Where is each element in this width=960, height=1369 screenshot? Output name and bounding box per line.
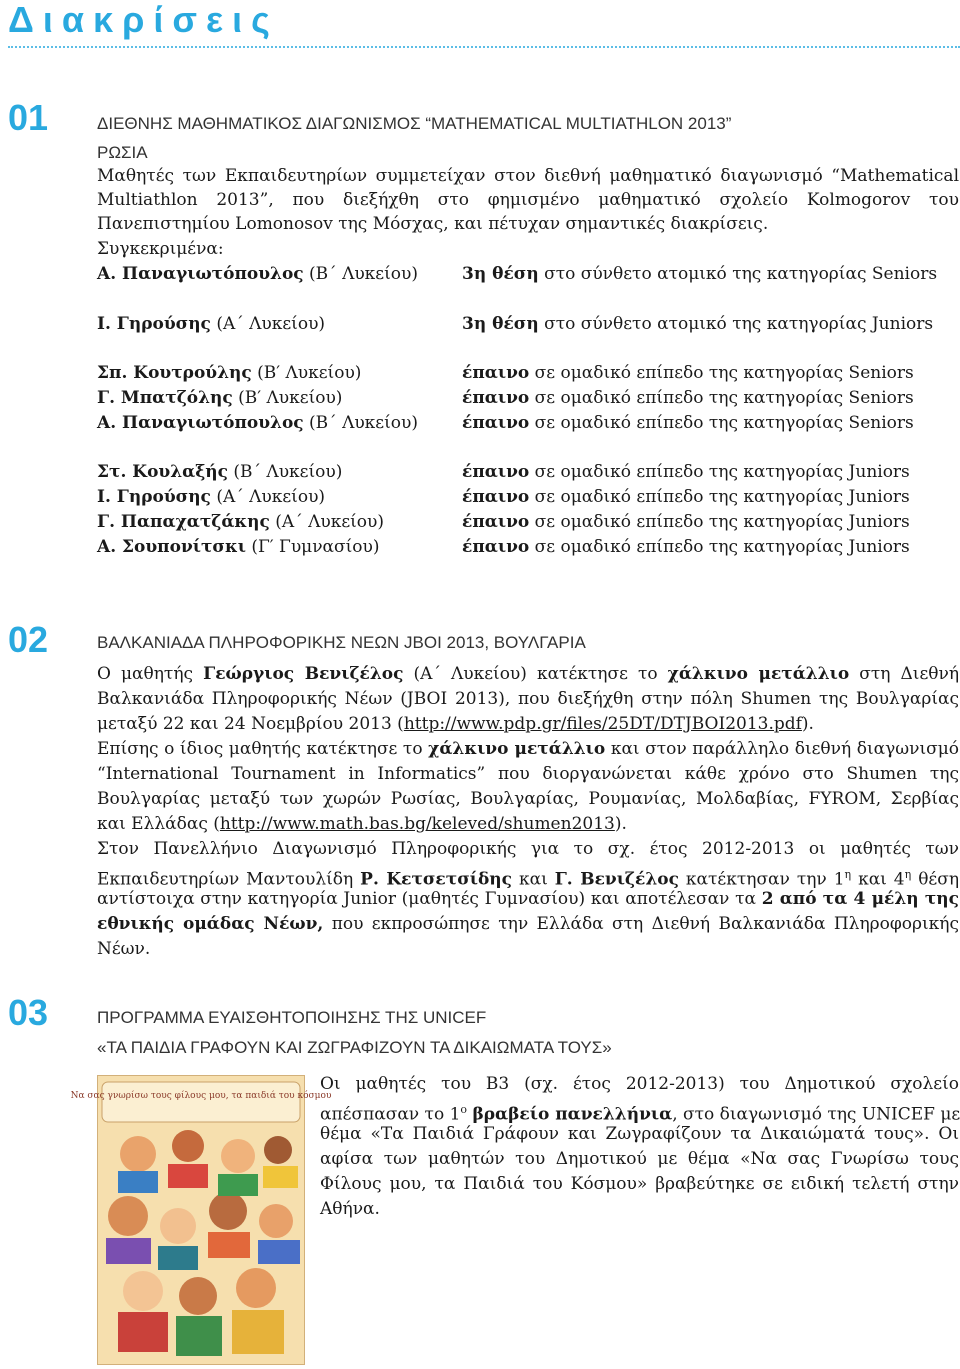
medal-text: χάλκινο μετάλλιο	[428, 739, 606, 759]
award-description: σε ομαδικό επίπεδο της κατηγορίας Juniors	[534, 512, 910, 532]
emphasis-text: εθνικής ομάδας Νέων,	[97, 914, 324, 934]
section-02-paragraph-line: και Ελλάδας (http://www.math.bas.bg/keleved/shumen2013).	[97, 814, 627, 834]
section-01-heading: ΔΙΕΘΝΗΣ ΜΑΘΗΜΑΤΙΚΟΣ ΔΙΑΓΩΝΙΣΜΟΣ “MATHEMATICAL MULTIATHLON 2013”	[97, 114, 732, 133]
student-name: Α. Σουπονίτσκι	[97, 537, 246, 557]
award-result: έπαινο	[462, 537, 530, 557]
student-class: (Β΄ Λυκείου)	[309, 264, 418, 284]
student-class: (Β′ Λυκείου)	[238, 388, 343, 408]
student-name: Σπ. Κουτρούλης	[97, 363, 252, 383]
section-02-paragraph-line: “International Tournament in Informatics” που διοργανώνεται κάθε χρόνο στο Shumen της	[97, 764, 959, 784]
student-name: Γ. Μπατζόλης	[97, 388, 233, 408]
section-03-heading: ΠΡΟΓΡΑΜΜΑ ΕΥΑΙΣΘΗΤΟΠΟΙΗΣΗΣ ΤΗΣ UNICEF	[97, 1008, 487, 1027]
student-name: Γεώργιος Βενιζέλος	[203, 664, 404, 684]
section-02-paragraph-line: Βουλγαρίας μεταξύ των χωρών Ρωσίας, Βουλγαρίας, Ρουμανίας, Μολδαβίας, FYROM, Σερβίας	[97, 789, 959, 809]
medal-text: χάλκινο μετάλλιο	[667, 664, 850, 684]
section-02-paragraph-line: Εκπαιδευτηρίων Μαντουλίδη Ρ. Κετσετσίδης και Γ. Βενιζέλος κατέκτησαν την $1^\eta$ και $4^\eta$ θέση	[97, 868, 960, 890]
student-class: (Α΄ Λυκείου)	[216, 487, 326, 507]
section-number-02: 02	[8, 619, 49, 660]
award-description: σε ομαδικό επίπεδο της κατηγορίας Juniors	[534, 537, 910, 557]
section-01-paragraph-line: Πανεπιστημίου Lomonosov της Μόσχας, και πέτυχαν σημαντικές διακρίσεις.	[97, 214, 769, 234]
award-result: 3η θέση	[462, 264, 539, 284]
award-description: στο σύνθετο ατομικό της κατηγορίας Seniors	[544, 264, 938, 284]
student-name: Ι. Γηρούσης	[97, 314, 211, 334]
section-number-01: 01	[8, 97, 49, 138]
award-result: 3η θέση	[462, 314, 539, 334]
poster-illustration	[70, 1076, 332, 1364]
student-name: Α. Παναγιωτόπουλος	[97, 264, 304, 284]
section-01-paragraph-line: Μαθητές των Εκπαιδευτηρίων συμμετείχαν στον διεθνή μαθηματικό διαγωνισμό “Mathematical	[97, 166, 959, 186]
section-02-heading: ΒΑΛΚΑΝΙΑΔΑ ΠΛΗΡΟΦΟΡΙΚΗΣ ΝΕΩΝ JBOI 2013, ΒΟΥΛΓΑΡΙΑ	[97, 633, 586, 652]
section-02-paragraph-line: μεταξύ 22 και 24 Νοεμβρίου 2013 (http://www.pdp.gr/files/25DT/DTJBOI2013.pdf).	[97, 714, 814, 734]
award-result: έπαινο	[462, 512, 530, 532]
student-class: (Γ′ Γυμνασίου)	[251, 537, 380, 557]
section-03-paragraph-line: θέμα «Τα Παιδιά Γράφουν και Ζωγραφίζουν τα Δικαιώματά τους». Οι	[320, 1124, 959, 1144]
student-name: Στ. Κουλαξής	[97, 462, 228, 482]
student-class: (Α΄ Λυκείου)	[275, 512, 385, 532]
page-title: Διακρίσεις	[8, 0, 279, 40]
section-02-paragraph-line: Στον Πανελλήνιο Διαγωνισμό Πληροφορικής για το σχ. έτος 2012-2013 οι μαθητές των	[97, 839, 959, 859]
award-result: έπαινο	[462, 363, 530, 383]
award-description: σε ομαδικό επίπεδο της κατηγορίας Juniors	[534, 487, 910, 507]
section-02-paragraph-line: Ο μαθητής Γεώργιος Βενιζέλος (Α΄ Λυκείου) κατέκτησε το χάλκινο μετάλλιο στη Διεθνή	[97, 664, 960, 684]
section-03-paragraph-line: αφίσα των μαθητών του Δημοτικού με θέμα «Να σας Γνωρίσω τους	[320, 1149, 959, 1169]
award-description: σε ομαδικό επίπεδο της κατηγορίας Juniors	[534, 462, 910, 482]
student-name: Ι. Γηρούσης	[97, 487, 211, 507]
math-bas-link[interactable]: http://www.math.bas.bg/keleved/shumen2013	[219, 814, 615, 834]
student-class: (Β΄ Λυκείου)	[233, 462, 343, 482]
student-name: Ρ. Κετσετσίδης	[360, 869, 513, 890]
student-name: Γ. Παπαχατζάκης	[97, 512, 270, 532]
award-result: έπαινο	[462, 388, 530, 408]
section-02-paragraph-line: Βαλκανιάδα Πληροφορικής Νέων (JBOI 2013), που διεξήχθη στην πόλη Shumen της Βουλγαρίας	[97, 689, 959, 709]
student-name: Γ. Βενιζέλος	[554, 869, 679, 890]
section-03-paragraph-line: Αθήνα.	[320, 1199, 380, 1219]
student-class: (Α΄ Λυκείου)	[216, 314, 326, 334]
pdp-link[interactable]: http://www.pdp.gr/files/25DT/DTJBOI2013.pdf	[403, 714, 802, 734]
title-divider	[8, 46, 960, 48]
section-02-paragraph-line: αντίστοιχα στην κατηγορία Junior (μαθητές Γυμνασίου) και αποτέλεσαν τα 2 από τα 4 μέλη της	[97, 889, 960, 909]
student-name: Α. Παναγιωτόπουλος	[97, 413, 304, 433]
award-result: έπαινο	[462, 487, 530, 507]
section-03-paragraph-line: Οι μαθητές του Β3 (σχ. έτος 2012-2013) του Δημοτικού σχολείο	[320, 1074, 959, 1094]
section-02-paragraph-line: εθνικής ομάδας Νέων, που εκπροσώπησε την Ελλάδα στη Διεθνή Βαλκανιάδα Πληροφορικής	[97, 914, 959, 934]
section-01-paragraph-line: Multiathlon 2013”, που διεξήχθη στο φημισμένο μαθηματικό σχολείο Kolmogorov του	[97, 190, 959, 210]
poster-caption: Να σας γνωρίσω τους φίλους μου, τα παιδιά του κόσμου	[70, 1091, 332, 1101]
section-03-subheading: «ΤΑ ΠΑΙΔΙΑ ΓΡΑΦΟΥΝ ΚΑΙ ΖΩΓΡΑΦΙΖΟΥΝ ΤΑ ΔΙΚΑΙΩΜΑΤΑ ΤΟΥΣ»	[97, 1038, 612, 1057]
section-03-paragraph-line: απέσπασαν το $1^o$ βραβείο πανελλήνια, στο διαγωνισμό της UNICEF με	[320, 1103, 960, 1125]
section-02-paragraph-line: Νέων.	[97, 939, 151, 959]
section-01-paragraph-line: Συγκεκριμένα:	[97, 239, 224, 259]
award-description: σε ομαδικό επίπεδο της κατηγορίας Seniors	[534, 363, 914, 383]
emphasis-text: βραβείο πανελλήνια	[472, 1104, 673, 1125]
student-class: (Β΄ Λυκείου)	[309, 413, 418, 433]
award-description: σε ομαδικό επίπεδο της κατηγορίας Seniors	[534, 413, 914, 433]
student-class: (Β′ Λυκείου)	[257, 363, 362, 383]
unicef-poster-image	[70, 1075, 332, 1365]
award-description: σε ομαδικό επίπεδο της κατηγορίας Seniors	[534, 388, 914, 408]
emphasis-text: 2 από τα 4 μέλη της	[761, 889, 960, 909]
award-result: έπαινο	[462, 462, 530, 482]
section-number-03: 03	[8, 992, 49, 1033]
award-description: στο σύνθετο ατομικό της κατηγορίας Juniors	[544, 314, 934, 334]
section-01-subheading: ΡΩΣΙΑ	[97, 143, 148, 162]
section-03-paragraph-line: Φίλους μου, τα Παιδιά του Κόσμου» βραβεύτηκε σε ειδική τελετή στην	[320, 1174, 959, 1194]
award-result: έπαινο	[462, 413, 530, 433]
section-02-paragraph-line: Επίσης ο ίδιος μαθητής κατέκτησε το χάλκινο μετάλλιο και στον παράλληλο διεθνή διαγωνισμό	[97, 739, 960, 759]
